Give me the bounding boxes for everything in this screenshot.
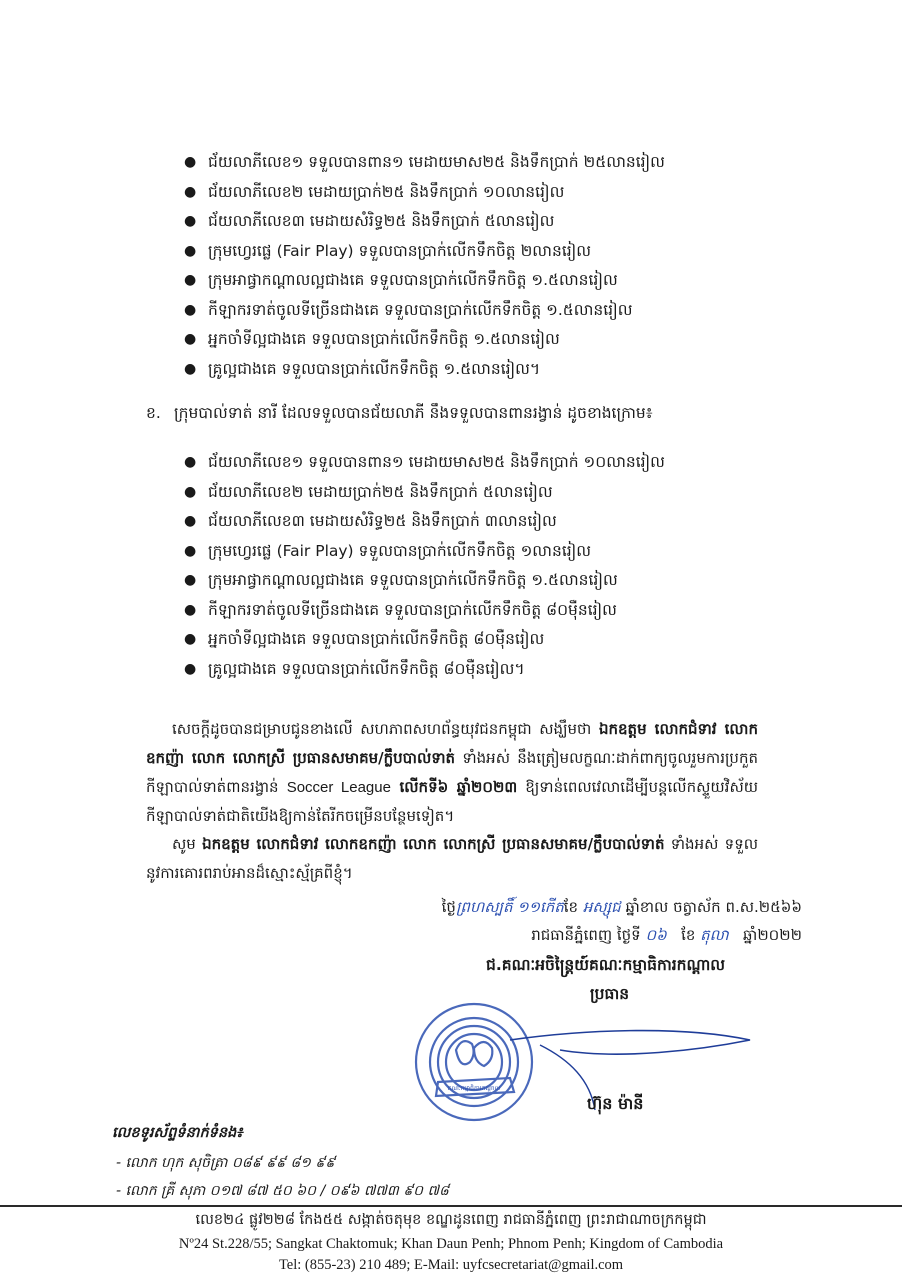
list-item: ● អ្នកចាំទីល្អជាងគេ ទទួលបានប្រាក់លើកទឹកចិត្ត ៨០ម៉ឺនរៀល xyxy=(182,625,665,655)
bullet-icon: ● xyxy=(184,213,197,229)
contact-line: - លោក ហុក សុចិត្រា ០៨៩ ៩៩ ៨១ ៩៩ xyxy=(116,1155,336,1171)
footer-address-english: Nº24 St.228/55; Sangkat Chaktomuk; Khan Daun Penh; Phnom Penh; Kingdom of Cambodia xyxy=(178,1236,724,1252)
section-heading-women xyxy=(146,398,653,428)
bullet-icon: ● xyxy=(184,154,197,170)
bullet-icon: ● xyxy=(184,301,197,318)
list-item: ● ជ័យលាភីលេខ២ មេដាយប្រាក់២៥ និងទឹកប្រាក់ ៥លានរៀល xyxy=(182,478,665,508)
bullet-icon: ● xyxy=(184,183,197,200)
men-prize-list xyxy=(182,148,665,384)
section-number: ខ. xyxy=(146,404,161,422)
handwritten-day: ០៦ xyxy=(645,926,667,944)
bullet-icon: ● xyxy=(184,454,197,470)
list-item: ● ក្រុមហ្វេរផ្លេ (Fair Play) ទទួលបានប្រាក់លើកទឹកចិត្ត ២លានរៀល xyxy=(182,237,665,267)
lunar-date: ថ្ងៃព្រហស្បតិ៍ ១១កើតខែ អស្សុជ ឆ្នាំខាល ចត្វាស័ក ព.ស.២៥៦៦ xyxy=(441,898,802,916)
list-item: ● គ្រូល្អជាងគេ ទទួលបានប្រាក់លើកទឹកចិត្ត ៨០ម៉ឺនរៀល។ xyxy=(182,655,665,685)
bullet-icon: ● xyxy=(184,572,197,588)
bullet-icon: ● xyxy=(184,331,197,347)
bullet-icon: ● xyxy=(184,601,197,618)
regards-paragraph: សូម ឯកឧត្តម លោកជំទាវ លោកឧកញ៉ា លោក លោកស្រី ប្រធានសមាគម/ក្លឹបបាល់ទាត់ ទាំងអស់ ទទួលនូវការគោរពរាប់អានដ៏ស្មោះស្ម័គ្រពីខ្ញុំ។ xyxy=(146,835,758,882)
addressees: ឯកឧត្តម លោកជំទាវ លោកឧកញ៉ា លោក លោកស្រី ប្រធានសមាគម/ក្លឹបបាល់ទាត់ xyxy=(146,720,758,767)
signatory-name: ហ៊ុន ម៉ានី xyxy=(587,1094,644,1113)
footer-divider xyxy=(0,1205,902,1207)
bullet-icon: ● xyxy=(184,542,197,559)
contact-line: - លោក គ្រី សុភា ០១៧ ៨៧ ៥០ ៦០ / ០៩៦ ៧៧៣ ៩០ ៧៨ xyxy=(116,1183,449,1199)
list-item: ● ក្រុមអាផ្វាកណ្តាលល្អជាងគេ ទទួលបានប្រាក់លើកទឹកចិត្ត ១.៥លានរៀល xyxy=(182,566,665,596)
bullet-icon: ● xyxy=(184,513,197,529)
list-item: ● ក្រុមអាផ្វាកណ្តាលល្អជាងគេ ទទួលបានប្រាក់លើកទឹកចិត្ត ១.៥លានរៀល xyxy=(182,266,665,296)
list-item: ● កីឡាករទាត់ចូលទីច្រើនជាងគេ ទទួលបានប្រាក់លើកទឹកចិត្ត ១.៥លានរៀល xyxy=(182,296,665,326)
list-item: ● ជ័យលាភីលេខ៣ មេដាយសំរិទ្ធ២៥ និងទឹកប្រាក់ ៣លានរៀល xyxy=(182,507,665,537)
handwritten-lunar-month: អស្សុជ xyxy=(582,898,621,916)
list-item: ● ជ័យលាភីលេខ២ មេដាយប្រាក់២៥ និងទឹកប្រាក់ ១០លានរៀល xyxy=(182,178,665,208)
addressees: ឯកឧត្តម លោកជំទាវ លោកឧកញ៉ា លោក លោកស្រី ប្រធានសមាគម/ក្លឹបបាល់ទាត់ xyxy=(202,835,665,853)
solar-date: រាជធានីភ្នំពេញ ថ្ងៃទី ០៦ ខែ តុលា ឆ្នាំ២០២២ xyxy=(531,926,802,944)
contacts-heading: លេខទូរស័ព្ទទំនាក់ទំនង៖ xyxy=(112,1125,243,1141)
edition-year: លើកទី៦ ឆ្នាំ២០២៣ xyxy=(390,778,518,796)
list-item: ● អ្នកចាំទីល្អជាងគេ ទទួលបានប្រាក់លើកទឹកចិត្ត ១.៥លានរៀល xyxy=(182,325,665,355)
footer-contact: Tel: (855-23) 210 489; E-Mail: uyfcsecretariat@gmail.com xyxy=(278,1257,624,1273)
footer-address-khmer: លេខ២៤ ផ្លូវ២២៨ កែង៥៥ សង្កាត់ចតុមុខ ខណ្ឌដូនពេញ រាជធានីភ្នំពេញ ព្រះរាជាណាចក្រកម្ពុជា xyxy=(195,1212,707,1228)
bullet-icon: ● xyxy=(184,360,197,377)
list-item: ● ជ័យលាភីលេខ៣ មេដាយសំរិទ្ធ២៥ និងទឹកប្រាក់ ៥លានរៀល xyxy=(182,207,665,237)
bullet-icon: ● xyxy=(184,242,197,259)
bullet-icon: ● xyxy=(184,483,197,500)
signatory-organization: ជ.គណៈអចិន្ត្រៃយ៍គណៈកម្មាធិការកណ្តាល xyxy=(486,956,726,974)
list-item: ● ជ័យលាភីលេខ១ ទទួលបានពាន១ មេដាយមាស២៥ និងទឹកប្រាក់ ១០លានរៀល xyxy=(182,448,665,478)
list-item: ● ជ័យលាភីលេខ១ ទទួលបានពាន១ មេដាយមាស២៥ និងទឹកប្រាក់ ២៥លានរៀល xyxy=(182,148,665,178)
bullet-icon: ● xyxy=(184,660,197,677)
bullet-icon: ● xyxy=(184,631,197,647)
league-name: Soccer League xyxy=(286,779,391,796)
section-heading-text: ក្រុមបាល់ទាត់ នារី ដែលទទួលបានជ័យលាភី នឹងទទួលបានពានរង្វាន់ ដូចខាងក្រោម៖ xyxy=(174,404,653,422)
list-item: ● កីឡាករទាត់ចូលទីច្រើនជាងគេ ទទួលបានប្រាក់លើកទឹកចិត្ត ៨០ម៉ឺនរៀល xyxy=(182,596,665,626)
women-prize-list xyxy=(182,448,665,684)
stamp-text: គណៈកម្មាធិការកណ្តាល xyxy=(447,1085,501,1092)
handwritten-lunar-day: ព្រហស្បតិ៍ ១១កើត xyxy=(455,898,564,916)
closing-paragraph: សេចក្តីដូចបានជម្រាបជូនខាងលើ សហភាពសហព័ន្ធយុវជនកម្ពុជា សង្ឃឹមថា ឯកឧត្តម លោកជំទាវ លោកឧកញ៉ា លោក លោកស្រី ប្រធានសមាគម/ក្លឹបបាល់ទាត់ ទាំងអស់ នឹងត្រៀមលក្ខណៈដាក់ពាក្យចូលរួមការប្រកួតកីឡាបាល់ទាត់ពានរង្វាន់ Soccer League លើកទី៦ ឆ្នាំ២០២៣ ឱ្យទាន់ពេលវេលាដើម្បីបន្តលើកស្ទួយវិស័យកីឡាបាល់ទាត់ជាតិយើងឱ្យកាន់តែរីកចម្រើនបន្ថែមទៀត។ xyxy=(146,720,759,825)
list-item: ● គ្រូល្អជាងគេ ទទួលបានប្រាក់លើកទឹកចិត្ត ១.៥លានរៀល។ xyxy=(182,355,665,385)
bullet-icon: ● xyxy=(184,272,197,288)
list-item: ● ក្រុមហ្វេរផ្លេ (Fair Play) ទទួលបានប្រាក់លើកទឹកចិត្ត ១លានរៀល xyxy=(182,537,665,567)
handwritten-month: តុលា xyxy=(700,926,729,944)
signatory-title: ប្រធាន xyxy=(590,985,630,1003)
